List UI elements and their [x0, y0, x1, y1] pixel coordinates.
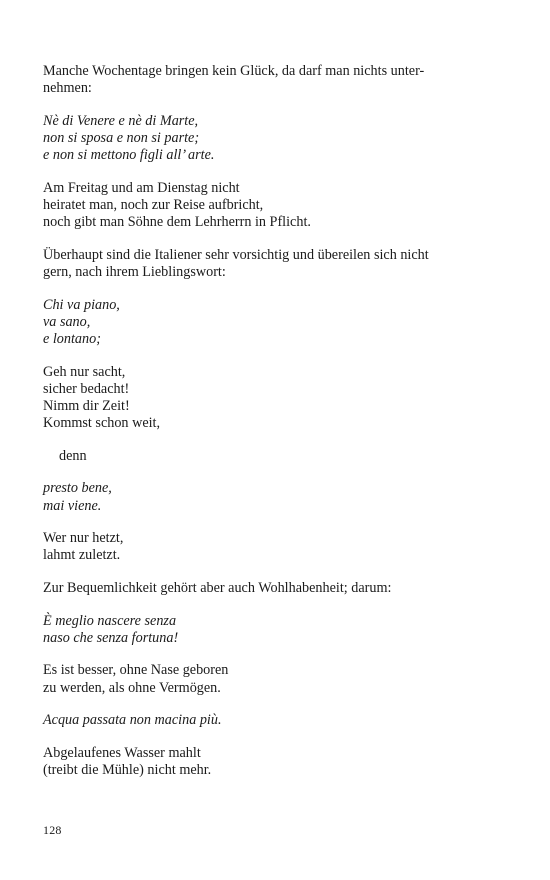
verse-line: heiratet man, noch zur Reise aufbricht, — [43, 197, 264, 213]
italian-proverb-naso — [43, 613, 483, 647]
verse-line: Geh nur sacht, — [43, 363, 126, 380]
verse-line: Es ist besser, ohne Nase geboren — [43, 662, 229, 679]
german-translation-naso — [43, 662, 483, 696]
connector-word — [43, 448, 483, 465]
text-line: Manche Wochentage bringen kein Glück, da darf man nichts unter- — [43, 63, 425, 79]
italian-proverb-presto — [43, 480, 483, 514]
verse-line: e lontano; — [43, 331, 101, 347]
page-body — [43, 63, 483, 795]
text-line: Überhaupt sind die Italiener sehr vorsichtig und übereilen sich nicht — [43, 246, 429, 263]
verse-line: naso che senza fortuna! — [43, 629, 179, 646]
verse-line: Am Freitag und am Dienstag nicht — [43, 179, 240, 196]
italian-proverb-piano — [43, 297, 483, 349]
verse-line: Kommst schon weit, — [43, 415, 161, 432]
german-translation-venere — [43, 180, 483, 232]
paragraph-unlucky-days — [43, 63, 483, 97]
verse-line: va sano, — [43, 313, 91, 330]
italian-proverb-venere — [43, 113, 483, 165]
paragraph-caution — [43, 247, 483, 281]
verse-line: zu werden, als ohne Vermögen. — [43, 679, 221, 696]
verse-line: Nè di Venere e nè di Marte, — [43, 112, 199, 129]
verse-line: Abgelaufenes Wasser mahlt — [43, 744, 201, 761]
german-translation-presto — [43, 530, 483, 564]
german-translation-acqua — [43, 745, 483, 779]
text-line: Zur Bequemlichkeit gehört aber auch Wohlhabenheit; darum: — [43, 579, 392, 596]
verse-line: lahmt zuletzt. — [43, 547, 121, 564]
text-line: nehmen: — [43, 80, 92, 97]
verse-line: e non si mettono figli all’ arte. — [43, 147, 215, 164]
verse-line: Chi va piano, — [43, 296, 120, 313]
text-line: denn — [59, 447, 87, 464]
verse-line: presto bene, — [43, 480, 112, 497]
text-line: gern, nach ihrem Lieblingswort: — [43, 264, 226, 280]
verse-line: Acqua passata non macina più. — [43, 712, 222, 729]
verse-line: noch gibt man Söhne dem Lehrherrn in Pflicht. — [43, 214, 311, 231]
paragraph-comfort — [43, 580, 483, 597]
italian-proverb-acqua — [43, 712, 483, 729]
verse-line: Wer nur hetzt, — [43, 530, 124, 547]
verse-line: non si sposa e non si parte; — [43, 130, 200, 146]
verse-line: mai viene. — [43, 497, 102, 514]
verse-line: sicher bedacht! — [43, 380, 130, 397]
verse-line: (treibt die Mühle) nicht mehr. — [43, 761, 212, 778]
german-translation-piano — [43, 364, 483, 433]
verse-line: Nimm dir Zeit! — [43, 398, 130, 414]
page-number: 128 — [43, 823, 62, 837]
verse-line: È meglio nascere senza — [43, 612, 177, 629]
